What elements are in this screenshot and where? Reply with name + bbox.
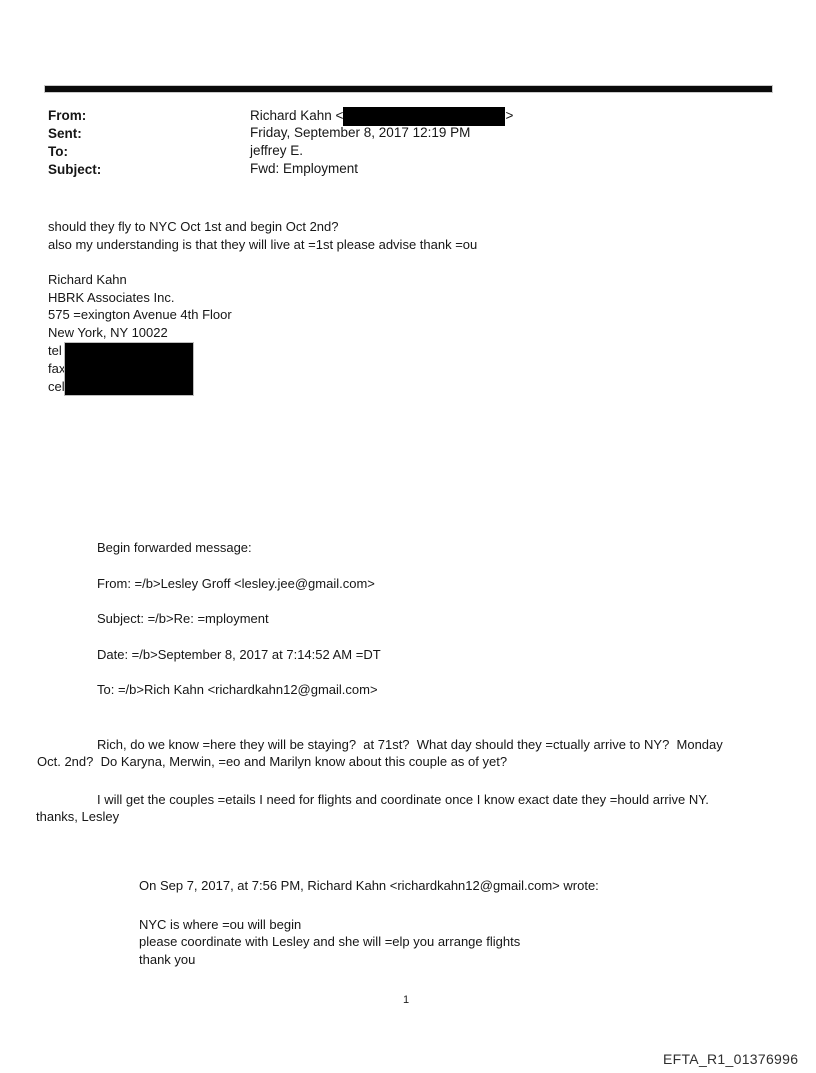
signature-address-2: New York, NY 10022: [48, 325, 168, 340]
body-line-2: also my understanding is that they will live at =1st please advise thank =ou: [48, 237, 478, 252]
from-value: [250, 107, 513, 123]
from-value-suffix: >: [505, 108, 514, 123]
to-value: jeffrey E.: [250, 143, 304, 158]
from-value-prefix: Richard Kahn <: [250, 108, 344, 123]
from-label: From:: [48, 108, 87, 123]
redaction-box-email: [343, 107, 505, 126]
sent-value: Friday, September 8, 2017 12:19 PM: [250, 125, 471, 140]
quoted-line-3: thank you: [139, 952, 196, 967]
forwarded-intro: Begin forwarded message:: [97, 540, 252, 555]
header-row-subject: [48, 161, 768, 179]
header-row-from: [48, 107, 768, 125]
sent-label: Sent:: [48, 126, 82, 141]
forwarded-date-line: Date: =/b>September 8, 2017 at 7:14:52 AM =DT: [97, 647, 381, 662]
forwarded-to-line: To: =/b>Rich Kahn <richardkahn12@gmail.com>: [97, 682, 378, 697]
forwarded-subject-line: Subject: =/b>Re: =mployment: [97, 611, 269, 626]
signature-fax-label: fax: [48, 361, 66, 376]
signature-name: Richard Kahn: [48, 272, 127, 287]
reply-paragraph1-line2: Oct. 2nd? Do Karyna, Merwin, =eo and Marilyn know about this couple as of yet?: [37, 754, 508, 769]
signature-address-1: 575 =exington Avenue 4th Floor: [48, 307, 232, 322]
header-row-to: [48, 143, 768, 161]
subject-value: Fwd: Employment: [250, 161, 359, 176]
page-number: 1: [403, 994, 410, 1006]
signature-cel-label: cel: [48, 379, 65, 394]
reply-paragraph2-line1: I will get the couples =etails I need for flights and coordinate once I know exact date they =hould arrive NY.: [97, 792, 709, 807]
header-row-sent: [48, 125, 768, 143]
forwarded-from-line: From: =/b>Lesley Groff <lesley.jee@gmail.com>: [97, 576, 375, 591]
quoted-attribution: On Sep 7, 2017, at 7:56 PM, Richard Kahn <richardkahn12@gmail.com> wrote:: [139, 878, 599, 893]
body-line-1: should they fly to NYC Oct 1st and begin Oct 2nd?: [48, 219, 339, 234]
bates-number: EFTA_R1_01376996: [663, 1051, 799, 1067]
reply-paragraph1-line1: Rich, do we know =here they will be staying? at 71st? What day should they =ctually arrive to NY? Monday: [97, 737, 723, 752]
quoted-line-1: NYC is where =ou will begin: [139, 917, 302, 932]
header-divider-rule: [45, 86, 772, 92]
to-label: To:: [48, 144, 68, 159]
signature-tel-label: tel: [48, 343, 62, 358]
quoted-line-2: please coordinate with Lesley and she will =elp you arrange flights: [139, 934, 521, 949]
signature-company: HBRK Associates Inc.: [48, 290, 175, 305]
redaction-box-phone-numbers: [65, 343, 193, 395]
reply-paragraph2-line2: thanks, Lesley: [36, 809, 120, 824]
subject-label: Subject:: [48, 162, 102, 177]
